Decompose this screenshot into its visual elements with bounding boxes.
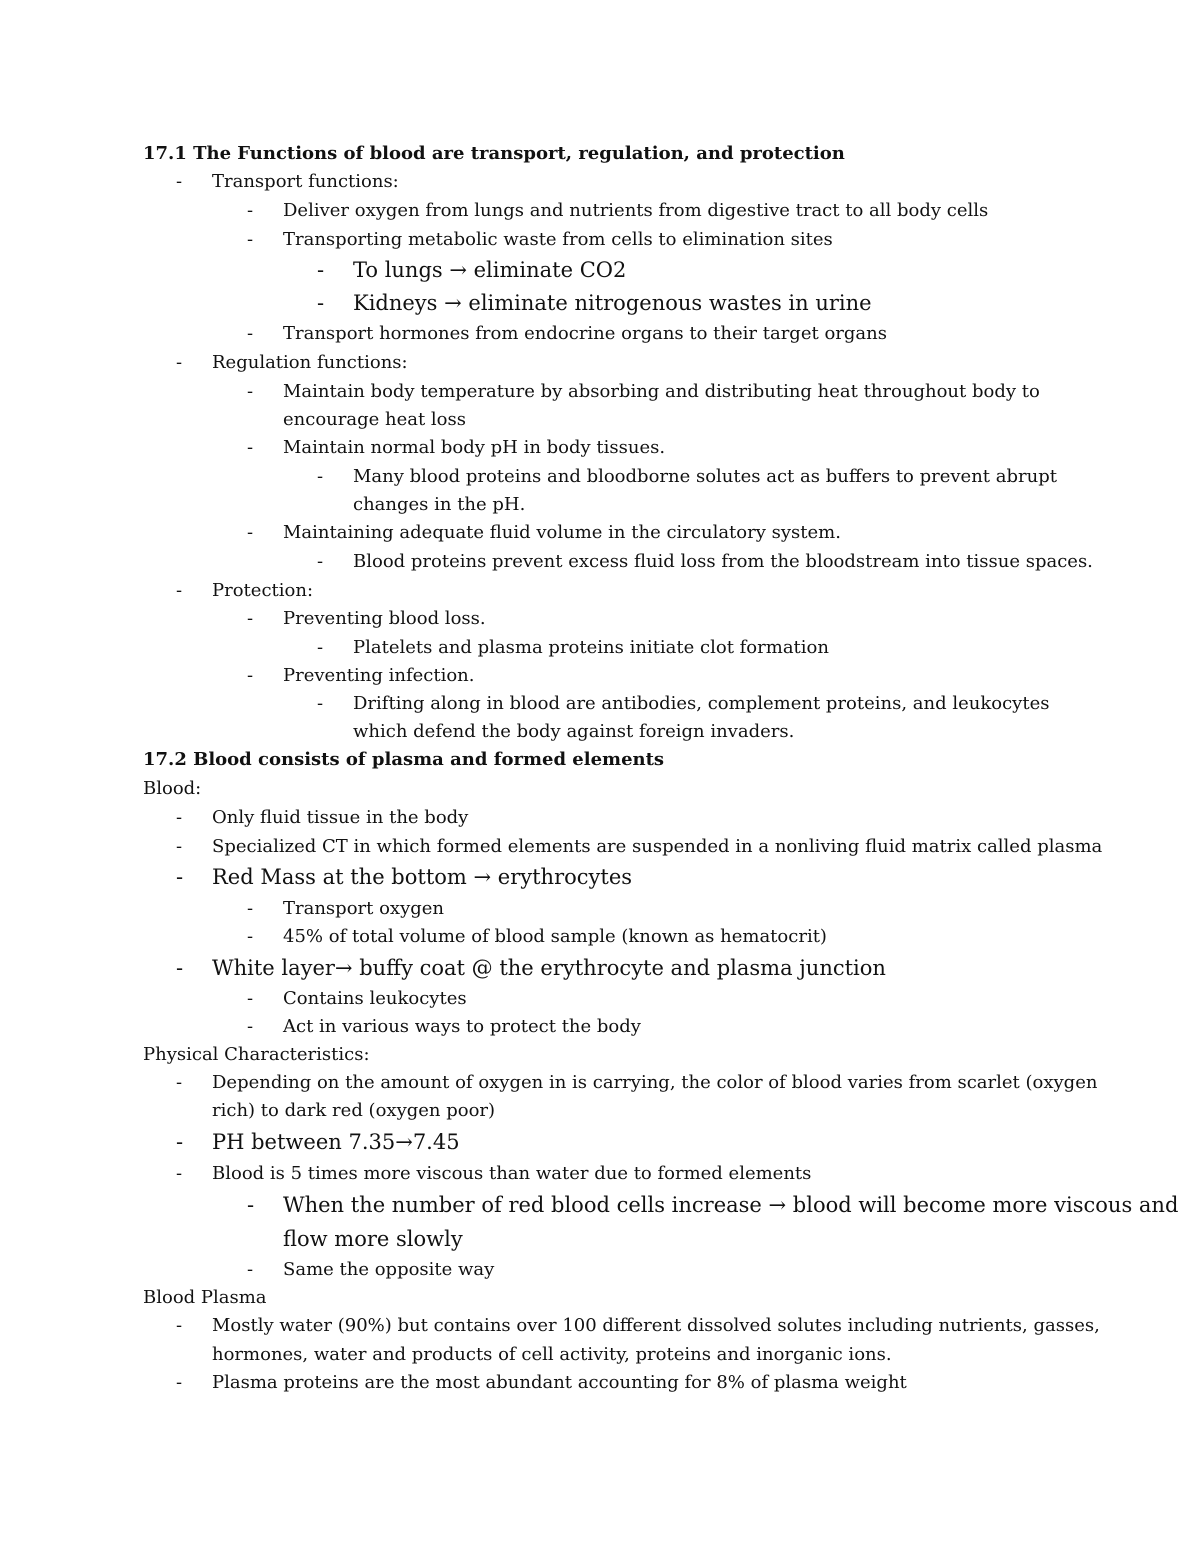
bullet-dash: -: [247, 381, 254, 402]
bullet-dash: -: [176, 865, 184, 889]
line-text: Blood is 5 times more viscous than water due to formed elements: [212, 1163, 812, 1184]
line-text: Plasma proteins are the most abundant accounting for 8% of plasma weight: [212, 1372, 907, 1393]
line-text: Transport hormones from endocrine organs to their target organs: [283, 323, 887, 344]
bullet-dash: -: [176, 1372, 183, 1393]
bullet-dash: -: [176, 352, 183, 373]
line-text: Contains leukocytes: [283, 988, 467, 1009]
line-text: Deliver oxygen from lungs and nutrients from digestive tract to all body cells: [283, 200, 989, 221]
bullet-dash: -: [176, 807, 183, 828]
line-text: Only fluid tissue in the body: [212, 807, 469, 828]
line-text: Protection:: [212, 580, 314, 601]
bullet-dash: -: [247, 437, 254, 458]
line-text: Act in various ways to protect the body: [283, 1016, 641, 1037]
line-text: Maintaining adequate fluid volume in the circulatory system.: [283, 522, 841, 543]
bullet-dash: -: [176, 1072, 183, 1093]
bullet-dash: -: [247, 926, 254, 947]
line-text: which defend the body against foreign invaders.: [353, 721, 795, 742]
line-text: Regulation functions:: [212, 352, 408, 373]
line-text: rich) to dark red (oxygen poor): [212, 1100, 496, 1121]
line-text: Transport functions:: [212, 171, 399, 192]
line-text: Kidneys → eliminate nitrogenous wastes in urine: [353, 291, 872, 315]
bullet-dash: -: [247, 608, 254, 629]
bullet-dash: -: [247, 1259, 254, 1280]
line-text: Maintain normal body pH in body tissues.: [283, 437, 666, 458]
bullet-dash: -: [317, 291, 325, 315]
line-text: PH between 7.35→7.45: [212, 1130, 460, 1154]
line-text: encourage heat loss: [283, 409, 466, 430]
bullet-dash: -: [176, 1315, 183, 1336]
line-text: Transport oxygen: [283, 898, 445, 919]
bullet-dash: -: [247, 665, 254, 686]
line-text: Physical Characteristics:: [143, 1044, 370, 1065]
line-text: Platelets and plasma proteins initiate clot formation: [353, 637, 829, 658]
line-text: Drifting along in blood are antibodies, complement proteins, and leukocytes: [353, 693, 1050, 714]
bullet-dash: -: [317, 693, 324, 714]
line-text: Specialized CT in which formed elements are suspended in a nonliving fluid matrix called plasma: [212, 836, 1103, 857]
bullet-dash: -: [317, 551, 324, 572]
line-text: Transporting metabolic waste from cells to elimination sites: [283, 229, 833, 250]
line-text: flow more slowly: [283, 1227, 463, 1251]
line-text: changes in the pH.: [353, 494, 526, 515]
bullet-dash: -: [247, 988, 254, 1009]
bullet-dash: -: [176, 171, 183, 192]
bullet-dash: -: [176, 580, 183, 601]
line-text: 45% of total volume of blood sample (known as hematocrit): [283, 926, 827, 947]
line-text: Depending on the amount of oxygen in is carrying, the color of blood varies from scarlet (oxygen: [212, 1072, 1098, 1093]
line-text: Mostly water (90%) but contains over 100 different dissolved solutes including nutrients, gasses,: [212, 1315, 1100, 1336]
bullet-dash: -: [176, 1163, 183, 1184]
line-text: Preventing blood loss.: [283, 608, 486, 629]
bullet-dash: -: [176, 1130, 184, 1154]
bullet-dash: -: [176, 836, 183, 857]
line-text: Blood Plasma: [143, 1287, 267, 1308]
bullet-dash: -: [317, 258, 325, 282]
line-text: Many blood proteins and bloodborne solutes act as buffers to prevent abrupt: [353, 466, 1057, 487]
bullet-dash: -: [247, 229, 254, 250]
bullet-dash: -: [247, 323, 254, 344]
bullet-dash: -: [247, 522, 254, 543]
line-text: White layer→ buffy coat @ the erythrocyte and plasma junction: [212, 956, 886, 980]
line-text: Maintain body temperature by absorbing and distributing heat throughout body to: [283, 381, 1040, 402]
line-text: 17.2 Blood consists of plasma and formed elements: [143, 749, 665, 770]
line-text: 17.1 The Functions of blood are transport, regulation, and protection: [143, 143, 845, 164]
line-text: Blood:: [143, 778, 202, 799]
bullet-dash: -: [247, 1016, 254, 1037]
bullet-dash: -: [176, 956, 184, 980]
line-text: When the number of red blood cells increase → blood will become more viscous and: [283, 1193, 1179, 1217]
line-text: Red Mass at the bottom → erythrocytes: [212, 865, 633, 889]
line-text: Same the opposite way: [283, 1259, 495, 1280]
line-text: Preventing infection.: [283, 665, 475, 686]
bullet-dash: -: [317, 637, 324, 658]
line-text: Blood proteins prevent excess fluid loss from the bloodstream into tissue spaces.: [353, 551, 1093, 572]
bullet-dash: -: [247, 200, 254, 221]
bullet-dash: -: [247, 1193, 255, 1217]
bullet-dash: -: [317, 466, 324, 487]
line-text: hormones, water and products of cell activity, proteins and inorganic ions.: [212, 1344, 892, 1365]
bullet-dash: -: [247, 898, 254, 919]
line-text: To lungs → eliminate CO2: [353, 258, 627, 282]
